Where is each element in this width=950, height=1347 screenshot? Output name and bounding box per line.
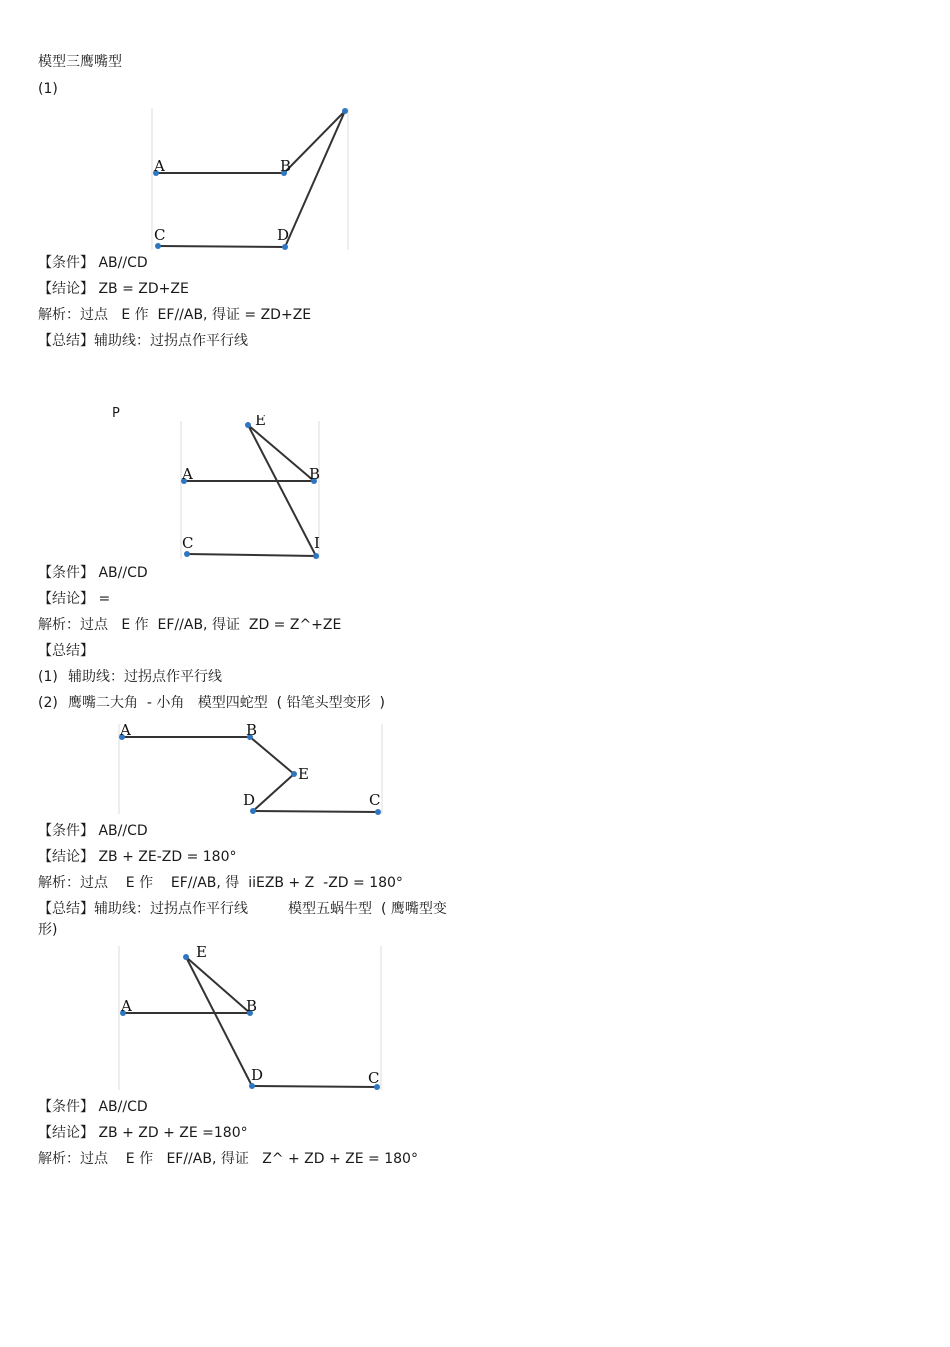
- summary-text: 【总结】辅助线：过拐点作平行线: [38, 333, 248, 349]
- point-d: [313, 553, 319, 559]
- point-e: [291, 771, 297, 777]
- label-b: B: [246, 721, 258, 739]
- point-e: [245, 422, 251, 428]
- p-label: P: [112, 406, 120, 421]
- label-c: C: [154, 226, 166, 244]
- analysis-text: 解析：过点 E 作 EF//AB, 得证 = ZD+ZE: [38, 307, 312, 323]
- conclusion-text: 【结论】 ZB + ZE-ZD = 180°: [38, 849, 237, 865]
- label-d: D: [251, 1066, 264, 1084]
- summary-item-text: 辅助线：过拐点作平行线: [68, 669, 222, 685]
- summary-text: 【总结】辅助线：过拐点作平行线 模型五蜗牛型 ( 鹰嘴型变: [38, 901, 447, 917]
- summary-item-text: 鹰嘴二大角 - 小角 模型四蛇型 ( 铅笔头型变形 ): [68, 695, 385, 711]
- summary-text-continued: 形): [38, 922, 58, 938]
- analysis-text: 解析：过点 E 作 EF//AB, 得 iiEZB + Z -ZD = 180°: [38, 875, 403, 891]
- label-b: B: [309, 465, 321, 483]
- label-d: D: [243, 791, 256, 809]
- figure-snake: [110, 718, 390, 818]
- point-c: [375, 809, 381, 815]
- label-c: C: [368, 1069, 380, 1087]
- label-e: E: [298, 765, 309, 783]
- condition-text: 【条件】 AB//CD: [38, 1099, 148, 1115]
- figure-eagle-beak: [140, 100, 360, 255]
- label-c: C: [369, 791, 381, 809]
- label-b: B: [246, 997, 258, 1015]
- point-e: [342, 108, 348, 114]
- label-b: B: [280, 157, 292, 175]
- conclusion-text: 【结论】 ZB = ZD+ZE: [38, 281, 189, 297]
- label-e: E: [255, 415, 266, 429]
- analysis-text: 解析：过点 E 作 EF//AB, 得证 ZD = Z^+ZE: [38, 617, 342, 633]
- condition-text: 【条件】 AB//CD: [38, 823, 148, 839]
- conclusion-text: 【结论】 =: [38, 591, 111, 607]
- summary-item-number: (1): [38, 669, 58, 685]
- label-a: A: [154, 157, 165, 175]
- label-a: A: [120, 721, 131, 739]
- analysis-text: 解析：过点 E 作 EF//AB, 得证 Z^ + ZD + ZE = 180°: [38, 1151, 418, 1167]
- condition-text: 【条件】 AB//CD: [38, 255, 148, 271]
- summary-heading: 【总结】: [38, 643, 94, 659]
- label-a: A: [121, 997, 132, 1015]
- label-d: D: [277, 226, 290, 244]
- point-e: [183, 954, 189, 960]
- label-e: E: [196, 943, 207, 961]
- condition-text: 【条件】 AB//CD: [38, 565, 148, 581]
- label-c: C: [182, 534, 194, 552]
- figure-snail: [110, 942, 390, 1094]
- item-number: (1): [38, 81, 58, 97]
- summary-item-number: (2): [38, 695, 58, 711]
- label-d: I: [314, 534, 320, 552]
- section-title: 模型三鹰嘴型: [38, 54, 122, 70]
- conclusion-text: 【结论】 ZB + ZD + ZE =180°: [38, 1125, 248, 1141]
- label-a: A: [182, 465, 193, 483]
- figure-eagle-beak-variant: [170, 415, 330, 563]
- point-d: [282, 244, 288, 250]
